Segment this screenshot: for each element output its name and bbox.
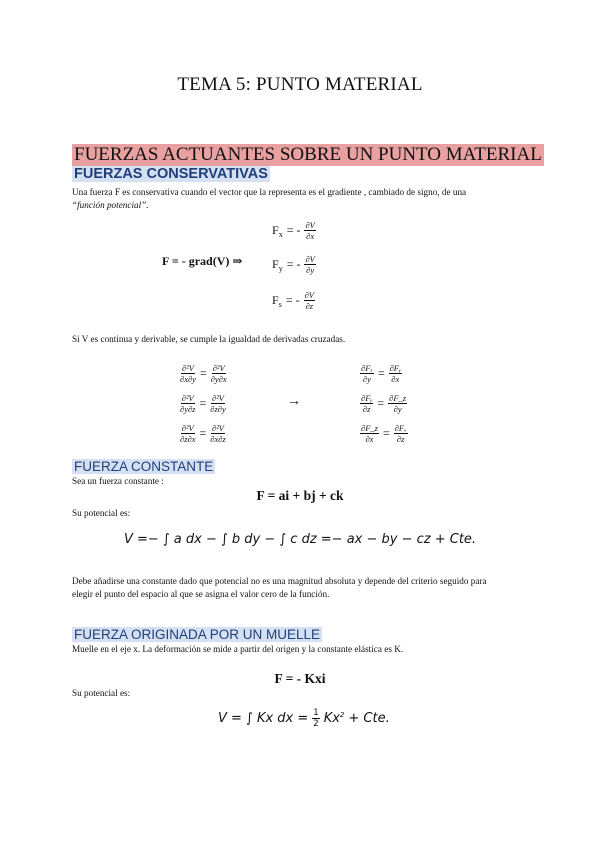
constant-potential-equation: V =− ∫ a dx − ∫ b dy − ∫ c dz =− ax − by − cz + Cte.	[123, 532, 477, 547]
implies-arrow: →	[287, 394, 301, 409]
intro-line-1: Una fuerza F es conservativa cuando el vector que la representa es el gradiente , cambiado de signo, de una	[72, 187, 467, 197]
gradient-equation: F = - grad(V) ⇒	[162, 254, 243, 268]
cross-derivatives-right	[360, 358, 408, 448]
fz-equation: $F_s$ = - $\frac{\partial V}{\partial z}$	[272, 290, 314, 311]
cross-left-row-2: $\frac{\text{∂²V}}{\partial y\partial z}$ = $\frac{\text{∂²V}}{\partial z\partial y}$	[180, 392, 226, 414]
spring-force-equation: F = - Kxi	[274, 671, 326, 686]
note-line-2: elegir el punto del espacio al que se asigna el valor cero de la función.	[72, 589, 330, 599]
fy-equation: $F_y$ = - $\frac{\partial V}{\partial y}$	[272, 254, 315, 275]
subheading-fuerzas-conservativas: FUERZAS CONSERVATIVAS	[74, 166, 268, 182]
note-line-1: Debe añadirse una constante dado que potencial no es una magnitud absoluta y depende del criterio seguido para	[72, 576, 487, 586]
fx-equation: $F_x$ = - $\frac{\partial V}{\partial x}$	[272, 220, 315, 241]
cross-right-row-2: $\frac{\text{∂Fᵧ}}{\partial z}$ = $\frac{\partial F\_z}{\partial y}$	[361, 392, 407, 414]
constant-force-intro: Sea un fuerza constante :	[72, 476, 164, 486]
cross-left-row-1: $\frac{\text{∂²V}}{\partial x\partial y}$ = $\frac{\text{∂²V}}{\partial y\partial x}$	[180, 362, 227, 384]
spring-intro: Muelle en el eje x. La deformación se mide a partir del origen y la constante elástica es K.	[72, 644, 404, 654]
section-heading-fuerzas-actuantes: FUERZAS ACTUANTES SOBRE UN PUNTO MATERIAL	[74, 144, 542, 165]
cross-right-row-1: $\frac{\text{∂Fₓ}}{\partial y}$ = $\frac{\text{∂Fᵧ}}{\partial x}$	[361, 362, 401, 384]
cross-derivatives-left	[180, 358, 227, 448]
constant-note	[72, 575, 542, 601]
conservative-intro	[72, 186, 542, 212]
constant-potential-label: Su potencial es:	[72, 508, 131, 518]
subheading-fuerza-muelle: FUERZA ORIGINADA POR UN MUELLE	[74, 627, 321, 642]
cross-derivatives-text: Si V es continua y derivable, se cumple la igualdad de derivadas cruzadas.	[72, 334, 346, 344]
cross-right-row-3: $\frac{\partial F\_z}{\partial x}$ = $\frac{\text{∂Fₓ}}{\partial z}$	[361, 422, 407, 444]
cross-left-row-3: $\frac{\text{∂²V}}{\partial z\partial x}$ = $\frac{\text{∂²V}}{\partial x\partial z}$	[180, 422, 226, 444]
subheading-fuerza-constante: FUERZA CONSTANTE	[74, 459, 214, 474]
intro-line-2: “función potencial”.	[72, 200, 149, 210]
page-title: TEMA 5: PUNTO MATERIAL	[177, 74, 423, 95]
spring-potential-label: Su potencial es:	[72, 688, 131, 698]
constant-force-equation: F = ai + bj + ck	[256, 488, 344, 503]
spring-potential-equation: V = ∫ Kx dx = $\frac{1}{2}$ Kx$^2$ + Cte.	[218, 708, 390, 729]
